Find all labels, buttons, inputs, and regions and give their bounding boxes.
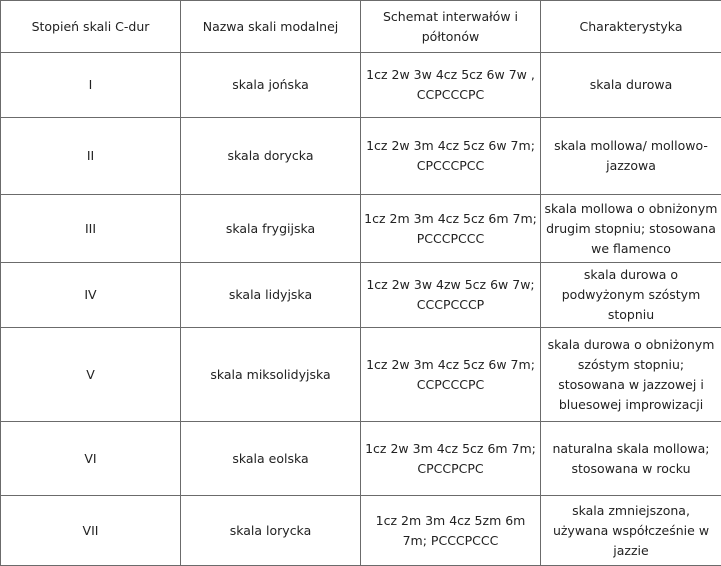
cell-mode-name: skala dorycka [181, 118, 361, 195]
table-row [1, 118, 721, 195]
cell-mode-name: skala lorycka [181, 496, 361, 566]
header-mode-name: Nazwa skali modalnej [181, 1, 361, 53]
table-row [1, 328, 721, 422]
cell-degree: II [1, 118, 181, 195]
cell-mode-name: skala miksolidyjska [181, 328, 361, 422]
cell-characteristics: skala durowa [541, 53, 721, 118]
table-row [1, 263, 721, 328]
cell-degree: V [1, 328, 181, 422]
cell-degree: I [1, 53, 181, 118]
cell-interval-scheme: 1cz 2m 3m 4cz 5zm 6m 7m; PCCCPCCC [361, 496, 541, 566]
cell-interval-scheme: 1cz 2w 3m 4cz 5cz 6w 7m; CPCCCPCC [361, 118, 541, 195]
cell-characteristics: skala zmniejszona, używana współcześnie w jazzie [541, 496, 721, 566]
cell-degree: VI [1, 422, 181, 496]
cell-mode-name: skala lidyjska [181, 263, 361, 328]
cell-characteristics: skala durowa o obniżonym szóstym stopniu; stosowana w jazzowej i bluesowej improwizacji [541, 328, 721, 422]
cell-mode-name: skala jońska [181, 53, 361, 118]
table-row [1, 496, 721, 566]
cell-interval-scheme: 1cz 2w 3w 4zw 5cz 6w 7w; CCCPCCCP [361, 263, 541, 328]
cell-characteristics: skala mollowa/ mollowo-jazzowa [541, 118, 721, 195]
cell-interval-scheme: 1cz 2m 3m 4cz 5cz 6m 7m; PCCCPCCC [361, 195, 541, 263]
table-row [1, 422, 721, 496]
header-interval-scheme: Schemat interwałów i półtonów [361, 1, 541, 53]
cell-mode-name: skala frygijska [181, 195, 361, 263]
cell-interval-scheme: 1cz 2w 3m 4cz 5cz 6m 7m; CPCCPCPC [361, 422, 541, 496]
cell-interval-scheme: 1cz 2w 3w 4cz 5cz 6w 7w , CCPCCCPC [361, 53, 541, 118]
cell-characteristics: skala mollowa o obniżonym drugim stopniu; stosowana we flamenco [541, 195, 721, 263]
header-degree: Stopień skali C-dur [1, 1, 181, 53]
cell-degree: VII [1, 496, 181, 566]
header-characteristics: Charakterystyka [541, 1, 721, 53]
header-row [1, 1, 721, 53]
cell-degree: III [1, 195, 181, 263]
cell-degree: IV [1, 263, 181, 328]
cell-characteristics: naturalna skala mollowa; stosowana w rocku [541, 422, 721, 496]
table-row [1, 53, 721, 118]
cell-interval-scheme: 1cz 2w 3m 4cz 5cz 6w 7m; CCPCCCPC [361, 328, 541, 422]
cell-characteristics: skala durowa o podwyżonym szóstym stopniu [541, 263, 721, 328]
cell-mode-name: skala eolska [181, 422, 361, 496]
table-row [1, 195, 721, 263]
